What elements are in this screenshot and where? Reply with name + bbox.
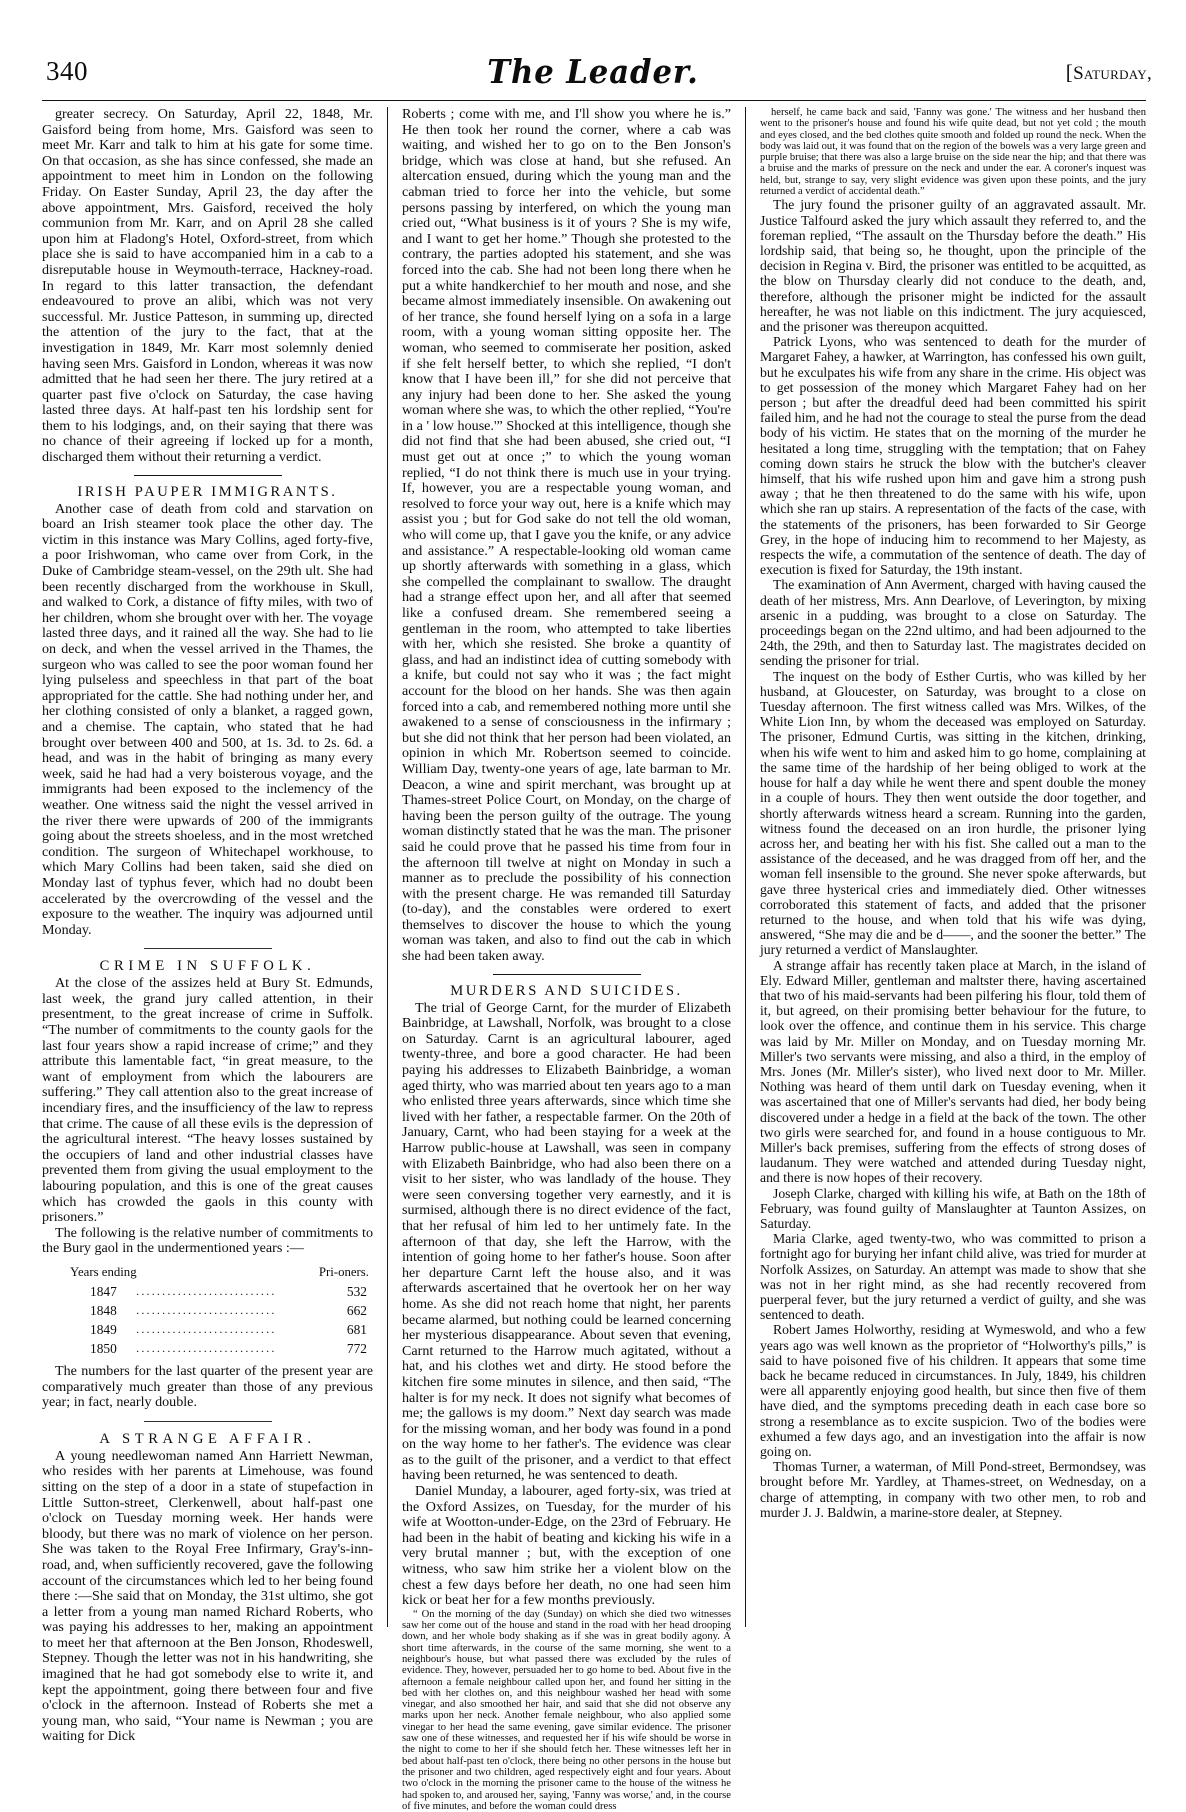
table-cell-year: 1850 [90, 1340, 117, 1356]
table-cell-value: 532 [346, 1283, 367, 1299]
table-cell-year: 1849 [90, 1321, 117, 1337]
table-cell-leader-dots: ........................... [136, 1321, 277, 1336]
article-continued-paragraph: greater secrecy. On Saturday, April 22, 1848, Mr. Gaisford being from home, Mrs. Gaisford was seen to meet Mr. Karr and talk to him at his gate for some time. On that occasion, as she has since confessed, she made an appointment to meet him in London on the following Friday. On Easter Sunday, April 23, the day after the above appointment, Mrs. Gaisford, received the holy communion from Mr. Karr, and on April 28 she called upon him at Fladong's Hotel, Oxford-street, from which place she is said to have accompanied him in a cab to a disreputable house in Weymouth-terrace, Hackney-road. In regard to this latter transaction, the defendant endeavoured to prove an alibi, which was not very successful. Mr. Justice Patteson, in summing up, directed the attention of the jury to the fact, that at the investigation in 1849, Mr. Karr most solemnly denied having seen Mrs. Gaisford in London, whereas it was now admitted that he had seen her there. The jury retired at a quarter past five o'clock on Saturday, the case having lasted three days. At half-past ten his lordship sent for them to his lodgings, and, on their saying that there was no chance of their agreeing if locked up for a month, discharged them without their returning a verdict. [42, 106, 373, 466]
table-cell-leader-dots: ........................... [136, 1302, 277, 1317]
table-row [42, 1282, 373, 1301]
col3-paragraph-joseph-clarke: Joseph Clarke, charged with killing his wife, at Bath on the 18th of February, was found guilty of Manslaughter at Taunton Assizes, on Saturday. [760, 1185, 1146, 1231]
heading-a-strange-affair: A STRANGE AFFAIR. [99, 1430, 316, 1447]
table-header-row [42, 1263, 373, 1282]
table-header-years: Years ending [70, 1264, 137, 1279]
masthead [0, 52, 1186, 98]
section-divider [134, 475, 282, 476]
petit-evidence-continued [760, 107, 1146, 197]
crime-suffolk-table-lead: The following is the relative number of commitments to the Bury gaol in the undermentioned years :— [42, 1224, 373, 1257]
heading-irish-pauper-immigrants: IRISH PAUPER IMMIGRANTS. [77, 483, 338, 500]
col3-paragraph-ann-averment: The examination of Ann Averment, charged with having caused the death of her mistress, Mrs. Ann Dearlove, of Leverington, by mixing arsenic in a pudding, was brought to a close on Saturday. The proceedings began on the 22nd ultimo, and had been adjourned to the 24th, the 29th, and then to Saturday last. The magistrates decided on sending the prisoner for trial. [760, 577, 1146, 669]
crime-suffolk-after-table: The numbers for the last quarter of the present year are comparatively much greater than those of any previous year; in fact, nearly double. [42, 1362, 373, 1411]
page-number: 340 [46, 56, 88, 86]
column-grid [42, 106, 1146, 1812]
table-cell-value: 662 [346, 1302, 367, 1318]
murders-paragraph: Daniel Munday, a labourer, aged forty-six, was tried at the Oxford Assizes, on Tuesday, for the murder of his wife at Wootton-under-Edge, on the 23rd of February. He had been in the habit of beating and kicking his wife in a very brutal manner ; but, with the exception of one witness, who saw him strike her a violent blow on the chest a few days before her death, no one had seen him kick or beat her for a few months previously. [402, 1483, 731, 1609]
table-cell-year: 1847 [90, 1283, 117, 1299]
petit-paragraph: herself, he came back and said, 'Fanny was gone.' The witness and her husband then went to the prisoner's house and found his wife quite dead, but not yet cold ; the mouth and eyes closed, and the bed clothes quite smooth and folded up round the neck. When the body was laid out, it was found that on the region of the bowels was a very large green and purple bruise; that there was also a large bruise on the side near the hip; and that there was a bruise and the marks of pressure on the neck and under the ear. A coroner's inquest was held, but, strange to say, very slight evidence was given upon these points, and the jury returned a verdict of accidental death.” [760, 107, 1146, 198]
strange-affair-paragraph: A young needlewoman named Ann Harriett Newman, who resides with her parents at Limehouse, was found sitting on the step of a door in a state of stupefaction in Little Sutton-street, Clerkenwell, about half-past one o'clock on Tuesday morning week. Her hands were bloody, but there was no mark of violence on her person. She was taken to the Royal Free Infirmary, Gray's-inn-road, and, when sufficiently recovered, gave the following account of the circumstances which led to her being found there :—She said that on Monday, the 31st ultimo, she got a letter from a young man named Richard Roberts, who was paying his addresses to her, making an appointment to meet her that afternoon at the Ben Jonson, Rhodeswell, Stepney. Though the letter was not in his handwriting, she imagined that he had got somebody else to write it, and kept the appointment, going there between four and five o'clock in the afternoon. Instead of Roberts she met a young man, who said, “Your name is Newman ; you are waiting for Dick [42, 1447, 373, 1745]
heading-murders-and-suicides: MURDERS AND SUICIDES. [450, 982, 683, 999]
table-cell-leader-dots: ........................... [136, 1340, 277, 1355]
column-2 [387, 106, 745, 1812]
col3-paragraph-march-ely: A strange affair has recently taken place at March, in the island of Ely. Edward Miller, gentleman and maltster there, having ascertained that two of his maid-servants had been pilfering his flour, told them of it, but agreed, on their promising better behaviour for the future, to look over the offence, and continue them in his service. This charge was laid by Mr. Miller on Monday, and on Tuesday morning Mr. Miller's two servants were missing, and also a third, in the employ of Mrs. Jones (Mr. Miller's sister), who lived next door to Mr. Miller. Nothing was heard of them until dark on Tuesday evening, when it was ascertained that one of Miller's servants had died, her body being discovered under a hedge in a field at the back of the town. The other two girls were searched for, and found in a house contiguous to Mr. Miller's back premises, suffering from the effects of strong doses of laudanum. They were watched and attended during Tuesday night, and there is now hopes of their recovery. [760, 957, 1146, 1186]
heading-crime-in-suffolk: CRIME IN SUFFOLK. [99, 958, 316, 975]
section-divider [144, 948, 272, 949]
table-cell-value: 772 [346, 1340, 367, 1356]
publication-title: The Leader. [487, 52, 699, 91]
petit-evidence-block [402, 1609, 731, 1812]
crime-suffolk-paragraph: At the close of the assizes held at Bury St. Edmunds, last week, the grand jury called attention, in their presentment, to the great increase of crime in Suffolk. “The number of commitments to the county gaols for the last four years show a rapid increase of crime;” and they attribute this lamentable fact, “in great measure, to the want of employment from which the labourers are suffering.” They call attention also to the great increase of incendiary fires, and the insufficiency of the law to repress that crime. The cause of all these evils is the depression of the agricultural interest. “The heavy losses sustained by the occupiers of land and other industrial classes have prevented them from giving the usual employment to the labouring population, and this is one of the great causes which has crowded the gaols in this county with prisoners.” [42, 975, 373, 1226]
irish-pauper-paragraph: Another case of death from cold and starvation on board an Irish steamer took place the other day. The victim in this instance was Mary Collins, aged forty-five, a poor Irishwoman, who came over from Cork, in the Duke of Cambridge steam-vessel, on the 29th ult. She had been recently discharged from the workhouse in Skull, and walked to Cork, a distance of fifty miles, with two of her children, whom she brought over with her. The voyage lasted three days, and it rained all the way. She had to lie on deck, and when the vessel arrived in the Thames, the surgeon who was called to see the poor woman found her lying pulseless and speechless in that part of the boat appropriated for the cattle. She had nothing under her, and her clothing consisted of only a blanket, a ragged gown, and a chemise. The captain, who stated that he had brought over between 400 and 500, at 1s. 3d. to 2s. 6d. a head, and was in the habit of bringing as many every week, said he had had a very boisterous voyage, and the immigrants had been exposed to the inclemency of the weather. One witness said the night the vessel arrived in the river there were upwards of 200 of the immigrants going about the streets shoeless, and in the most wretched condition. The surgeon of Whitechapel workhouse, to which Mary Collins had been taken, said she died on Monday last of typhus fever, which had no doubt been accelerated by the overcrowding of the vessel and the exposure to the weather. The inquiry was adjourned until Monday. [42, 500, 373, 938]
table-row [42, 1320, 373, 1339]
section-divider [144, 1421, 272, 1422]
table-cell-year: 1848 [90, 1302, 117, 1318]
table-row [42, 1301, 373, 1320]
strange-affair-continued: Roberts ; come with me, and I'll show you where he is.” He then took her round the corner, where a cab was waiting, and wished her to go on to the Ben Jonson's bridge, which was close at hand, but she refused. An altercation ensued, during which the young man and the cabman tried to force her into the vehicle, but some persons passing by interfered, on which the young man cried out, “What business is it of yours ? She is my wife, and I want to get her home.” Though she protested to the contrary, the parties adopted his statement, and she was forced into the cab. She had not been long there when he put a white handkerchief to her mouth and nose, and she became almost immediately insensible. On awakening out of her trance, she found herself lying on a sofa in a large room, with a young woman sitting opposite her. The woman, who seemed to commiserate her position, asked if she felt herself better, to which she replied, “I don't know that I have been ill,” for she did not perceive that any injury had been done to her. She asked the young woman where she was, to which the other replied, “You're in a ' low house.'” Shocked at this intelligence, though she did not find that she had been abused, she cried out, “I must get out at once ;” to which the young woman replied, “I do not think there is much use in your trying. If, however, you are a respectable young woman, and resolved to force your way out, here is a knife which may assist you ; but for God sake do not tell the old woman, who will come up, that I gave you the knife, or any advice and assistance.” A respectable-looking old woman came up shortly afterwards with something in a glass, which she compelled the complainant to swallow. The draught had a strange effect upon her, and all after that seemed like a confused dream. She remembered seeing a gentleman in the room, who attempted to take liberties with her, which she resisted. She broke a quantity of glass, and had an indistinct idea of cutting somebody with a knife, but could not say who it was ; the fact might account for the blood on her hands. She was then again forced into a cab, and remembered nothing more until she awakened to a sense of consciousness in the infirmary ; but she did not think that her person had been violated, an opinion in which Mr. Robertson seemed to coincide. William Day, twenty-one years of age, late barman to Mr. Deacon, a wine and spirit merchant, was brought up at Thames-street Police Court, on Monday, on the charge of having been the person guilty of the outrage. The young woman distinctly stated that he was the man. The prisoner said he could prove that he passed his time from four in the afternoon till twelve at night on Monday in such a manner as to preclude the possibility of his connection with the present charge. He was remanded till Saturday (to-day), and the constables were ordered to exert themselves to discover the house to which the young woman was taken, and also to find out the cab in which she had been taken away. [402, 106, 731, 965]
section-divider [493, 974, 641, 975]
col3-paragraph-jury-verdict: The jury found the prisoner guilty of an aggravated assault. Mr. Justice Talfourd asked the jury which assault they referred to, and the foreman replied, “The assault on the Thursday before the death.” His lordship said, that being so, he thought, upon the principle of the decision in Regina v. Bird, the prisoner was entitled to be acquitted, as the blow on Thursday clearly did not conduce to the death, and, therefore, although the prisoner might be indicted for the assault hereafter, he was not liable on this indictment. The jury acquiesced, and the prisoner was thereupon acquitted. [760, 197, 1146, 334]
murders-paragraph: The trial of George Carnt, for the murder of Elizabeth Bainbridge, at Lawshall, Norfolk, was brought to a close on Saturday. Carnt is an agricultural labourer, aged twenty-three, and bore a good character. He had been paying his addresses to Elizabeth Bainbridge, a woman aged thirty, who was married about ten years ago to a man who enlisted three years afterwards, since which time she lived with her father, a respectable farmer. On the 20th of January, Carnt, who had been staying for a week at the Harrow public-house at Lawshall, was seen in company with Elizabeth Bainbridge, who had also been there on a visit to her sister, who was landlady of the house. They were seen conversing together very earnestly, and it is surmised, although there is no direct evidence of the fact, that her refusal of him led to her untimely fate. In the afternoon of that day, she left the Harrow, with the intention of going home to her father's house. Soon after her departure Carnt left the house also, and it was afterwards ascertained that he overtook her on her way home. As she did not reach home that night, her parents became alarmed, but nothing could be learned concerning her mysterious disappearance. About seven that evening, Carnt returned to the Harrow much agitated, without a hat, and his clothes wet and dirty. He stood before the kitchen fire some minutes in silence, and then said, “The halter is for my neck. It does not signify what becomes of me; the gallows is my doom.” Next day search was made for the missing woman, and her body was found in a pond on the way home to her father's. The evidence was clear as to the guilt of the prisoner, and a verdict to that effect having been returned, he was sentenced to death. [402, 999, 731, 1484]
masthead-rule [42, 100, 1146, 101]
masthead-dateline [1066, 60, 1152, 85]
col3-paragraph-robert-holworthy: Robert James Holworthy, residing at Wymeswold, and who a few years ago was well known as the proprietor of “Holworthy's pills,” is said to have poisoned five of his children. It appears that some time back he became reduced in circumstances. In July, 1849, his children were all apparently enjoying good health, but since then five of them have died, and the symptoms preceding death in each case bore so strong a resemblance as to excite suspicion. Two of the bodies were exhumed a few days ago, and an investigation into the affair is now going on. [760, 1322, 1146, 1460]
col3-paragraph-patrick-lyons: Patrick Lyons, who was sentenced to death for the murder of Margaret Fahey, a hawker, at Warrington, has confessed his own guilt, but he exculpates his wife from any share in the crime. His object was to get possession of the money which Margaret Fahey had on her person ; but after the dreadful deed had been committed his spirit failed him, and he had not the courage to steal the purse from the dead body of his victim. He states that on the morning of the murder he hesitated a long time, struggling with the temptation; that on Fahey coming down stairs he struck the blow with the butcher's cleaver himself, that his wife rushed upon him and gave him a strong push away ; that he then threatened to do the same with his wife, upon which she ran up stairs. A representation of the facts of the case, with the statements of the prisoners, has been forwarded to Sir George Grey, in the hope of inducing him to recommend to her Majesty, as respects the wife, a commutation of the sentence of death. The day of execution is fixed for Saturday, the 19th instant. [760, 334, 1146, 578]
col3-paragraph-thomas-turner: Thomas Turner, a waterman, of Mill Pond-street, Bermondsey, was brought before Mr. Yardley, at Thames-street, on Wednesday, on a charge of attempting, in company with two other men, to rob and murder J. J. Baldwin, a marine-store dealer, at Stepney. [760, 1459, 1146, 1520]
col3-paragraph-maria-clarke: Maria Clarke, aged twenty-two, who was committed to prison a fortnight ago for burying her infant child alive, was tried for murder at Norfolk Assizes, on Saturday. An attempt was made to show that she was not in her right mind, as she had recently recovered from puerperal fever, but the jury returned a verdict of guilty, and she was sentenced to death. [760, 1231, 1146, 1323]
table-cell-value: 681 [346, 1321, 367, 1337]
petit-paragraph: “ On the morning of the day (Sunday) on which she died two witnesses saw her come out of the house and stand in the road with her head drooping down, and her whole body shaking as if she was in great bodily agony. A short time afterwards, in the course of the same morning, she went to a neighbour's house, but what passed there was excluded by the rules of evidence. They, however, persuaded her to go home to bed. About five in the afternoon a female neighbour called upon her, and found her sitting in the bed with her clothes on, and this neighbour washed her head with some vinegar, and also smoothed her hair, and said that she did not observe any marks upon her neck. Another female neighbour, who also applied some vinegar to her head the same evening, gave similar evidence. The prisoner saw one of these witnesses, and requested her if his wife should be worse in the night to come to her if she should fetch her. These witnesses left her in bed about half-past ten o'clock, there being no other persons in the house but the prisoner and two children, aged respectively eight and four years. About two o'clock in the morning the prisoner came to the house of the witness he had spoken to, and aroused her, saying, 'Fanny was worse,' and, in the course of five minutes, and before the woman could dress [402, 1608, 731, 1812]
commitments-table [42, 1263, 373, 1358]
dateline-bracket: [ [1065, 60, 1074, 84]
table-row [42, 1339, 373, 1358]
table-header-prisoners: Pri-oners. [318, 1264, 369, 1279]
table-cell-leader-dots: ........................... [136, 1283, 277, 1298]
col3-paragraph-esther-curtis: The inquest on the body of Esther Curtis, who was killed by her husband, at Gloucester, on Saturday, was brought to a close on Tuesday afternoon. The first witness called was Mrs. Wilkes, of the White Lion Inn, by whom the deceased was employed on Saturday. The prisoner, Edmund Curtis, was sitting in the kitchen, drinking, when his wife went to him and asked him to go home, complaining at the same time of the hardship of her being obliged to work at the house for half a day while he went there and spent double the money in a couple of hours. They then went outside the door together, and shortly afterwards witness heard a scream. Running into the garden, witness found the deceased on an iron hurdle, the prisoner lying across her, and beating her with his fist. She called out a man to the assistance of the deceased, and he was dragged from off her, and the woman fell insensible to the ground. She never spoke afterwards, but gave three hysterical cries and immediately died. Other witnesses corroborated this statement of facts, and added that the prisoner returned to the house, and when told that his wife was dying, answered, “She may die and be d——, and the sooner the better.” The jury returned a verdict of Manslaughter. [760, 668, 1146, 958]
dateline-day: Saturday, [1073, 63, 1152, 84]
column-3 [745, 107, 1146, 1627]
column-1 [42, 106, 387, 1745]
